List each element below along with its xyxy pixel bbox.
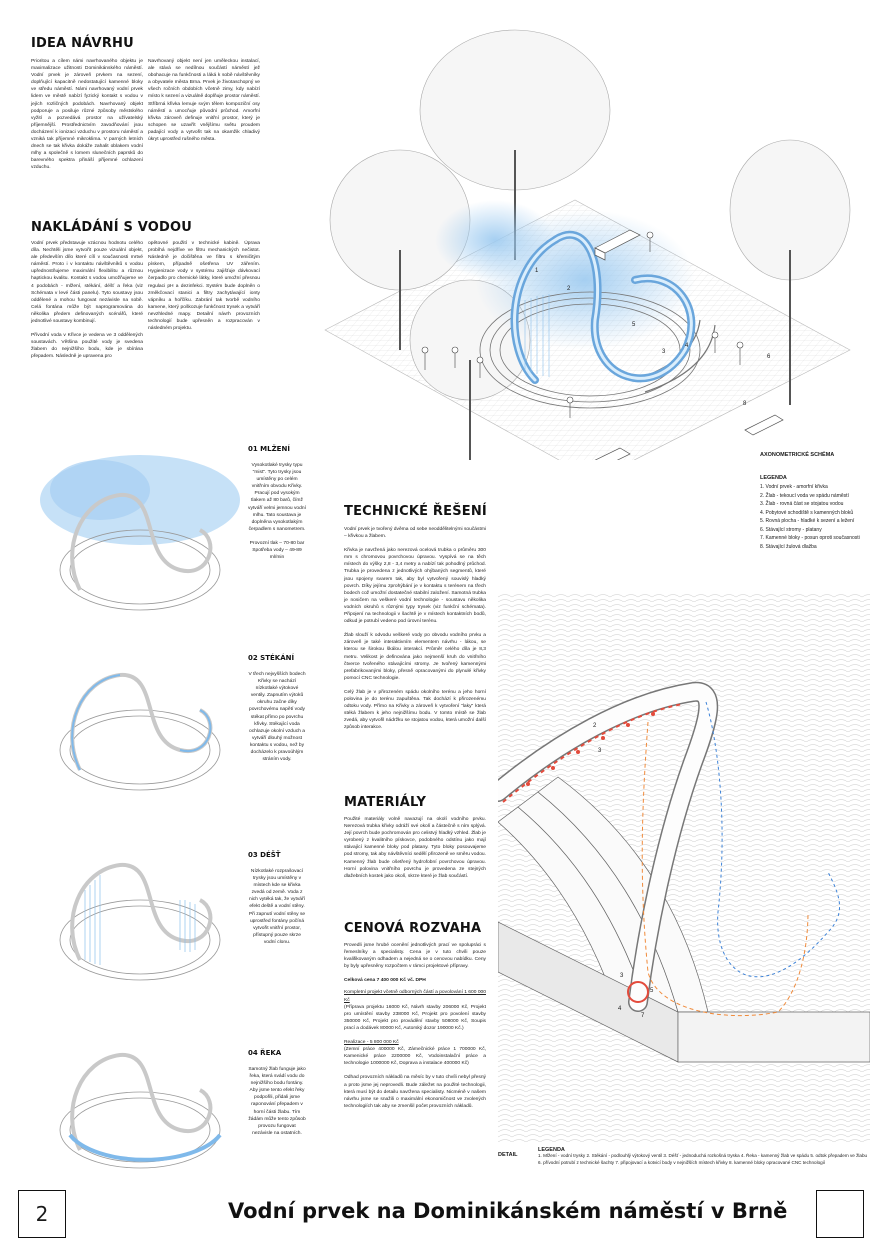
scheme-mist-text: Vysokotlaké trysky typu "mist". Tyto trysky jsou umístěny po celém vnitřním obvodu Křivky. Pracují pod vysokým tlakem až 80 barů, čímž vytváří velmi jemnou vodní mlhu. Tato soustava je doplněna vysokotlakým čerpadlem s nanometrem. xyxy=(248,463,306,532)
section-title-idea: IDEA NÁVRHU xyxy=(31,36,134,51)
cost-part2-heading: Realizace - 5 800 000 Kč xyxy=(344,1040,399,1046)
scheme-flow-title: 02 STÉKÁNÍ xyxy=(248,654,295,662)
page-title: Vodní prvek na Dominikánském náměstí v Brně xyxy=(228,1199,788,1223)
technical-p3: Žlab slouží k odvodu veškeré vody po obvodu vodního prvku a zároveň je také interaktivním elementem návrhu - lákou, se kterou se širokou škálou interakcí. Průměr celého díla je 8,3 metru. Velikost je definována jako nejmenší kruh do vnitřního čtverce tvořeného stávajícími stromy. Je tvořený kamennými prefabrikovanými bloky, přesně opracovanými do plynulé křivky pomocí CNC technologie. xyxy=(344,633,486,681)
scheme-river-drawing xyxy=(30,1030,240,1180)
legend-item: 4. Pobytové schodiště s kamenných bloků xyxy=(760,509,854,516)
svg-text:3: 3 xyxy=(662,349,666,355)
detail-legend xyxy=(538,1147,868,1166)
svg-text:6: 6 xyxy=(767,354,771,360)
detail-legend-text: 1. Mlžení - vodní trysky 2. Stékání - podlouhlý výtokový ventil 3. Déšť - jednoduchá rozkošná tryska 4. Řeka - kamenný žlab ve spádu 5. odtok přepadem ve žlabu 6. přívodní potrubí z technické šachty 7. připojovací a kotvicí body v nejnižších místech křivky 8. kamenné bloky opracované CNC technologií xyxy=(538,1153,868,1165)
scheme-river-title: 04 ŘEKA xyxy=(248,1049,282,1057)
idea-text-col2: Navrhovaný objekt není jen uměleckou instalací, ale stává se nedílnou součástí náměstí jež obohacuje na funkčnosti a láká k sobě návštěvníky a obyvatele města Brna. Prvek je životaschopný ve všech ročních obdobích včetně zimy, kdy nabízí místo k sezení a vizuálně doplňuje prostor náměstí. Stříbrná křivka lemuje svým tělem kompoziční osy náměstí a umocňuje původní průchod. Amorfní křivka zároveň definuje vnitřní prostor, který je schopen se uzavřít vnějšímu světu proudem padající vody a vytvořit tak na okamžik chladivý úkryt uprostřed rušného města. xyxy=(148,59,260,143)
scheme-rain-drawing xyxy=(30,830,240,1000)
detail-label: DETAIL xyxy=(498,1152,518,1158)
axonometric-drawing xyxy=(305,20,880,460)
legend-item: 3. Žlab - rovná část se stojatou vodou xyxy=(760,501,844,507)
empty-box xyxy=(816,1190,864,1238)
section-title-materials: MATERIÁLY xyxy=(344,795,427,810)
technical-p2: Křivka je navržená jako nerezová ocelová trubka o průměru 300 mm s chromovou povrchovou úpravou. Vyspívá se na těch místech do výšky 2,8 - 3,4 metry a nabízí tak pohodlný průchod. Trubka je provedena z jednotlivých ohýbaných segmentů, které jsou spojeny svarem tak, aby byl vytvořený souvislý hladký povrch. Díky jejímu zprohýbání je v kontaktu s terénem na třech bodech což umožní dostatečné stabilní založení. Samotná trubka je nosičem na veškeré vodní technologie - soustavu několika vodních okruhů s různými typy trysek (viz funkční schémata). Připojení na technologii v šachtě je v místech kontaktních bodů, odkud je potrubí vedeno pod úrovní terénu. xyxy=(344,548,486,625)
scheme-mist-title: 01 MLŽENÍ xyxy=(248,445,290,453)
axonometry-legend-title: LEGENDA xyxy=(760,475,787,481)
svg-text:2: 2 xyxy=(567,286,571,292)
scheme-rain xyxy=(248,851,306,946)
svg-text:7: 7 xyxy=(641,1013,645,1019)
section-title-technical: TECHNICKÉ ŘEŠENÍ xyxy=(344,504,487,519)
legend-item: 1. Vodní prvek - amorfní křivka xyxy=(760,484,828,490)
cost-text xyxy=(344,942,486,1117)
technical-p1: Vodní prvek je tvořený dvěma od sebe neoddělitelnými součástmi – křivkou a žlabem. xyxy=(344,527,486,540)
scheme-mist-extra: Provozní tlak – 70-80 bar Spotřeba vody – 49-89 ml/min xyxy=(249,540,305,561)
svg-text:1: 1 xyxy=(535,268,539,274)
cost-part1-text: (Příprava projektu 16000 Kč, Návrh stavby 206000 Kč, Projekt pro umístění stavby 238000 Kč, Projekt pro povolení stavby 350000 Kč, Projekt pro provádění stavby 508000 Kč, Soupis prací a dodávek 80000 Kč, Autorský dozor 190000 Kč.) xyxy=(344,1004,486,1031)
svg-text:5: 5 xyxy=(632,322,636,328)
water-text-col1-p2: Přívodní voda v Křivce je vedena ve 3 oddělených soustavách. Většina použité vody je svedena žlabem do nejnižšího bodu, kde je sbírána přepadem. Následně je upravena pro xyxy=(31,333,143,360)
scheme-river xyxy=(248,1049,306,1137)
water-text-col1 xyxy=(31,240,143,368)
svg-text:4: 4 xyxy=(618,1006,622,1012)
detail-drawing xyxy=(498,592,870,1142)
cost-part2-text: (Zemní práce 400000 Kč, Zámečnické práce 1 700000 Kč, Kamenické práce 2200000 Kč, Vodoinstalační práce a technologie 1000000 Kč, Doprava a instalace 400000 Kč) xyxy=(344,1047,486,1067)
page-number: 2 xyxy=(18,1190,66,1238)
technical-text xyxy=(344,526,486,738)
svg-text:5: 5 xyxy=(650,988,654,994)
section-title-water: NAKLÁDÁNÍ S VODOU xyxy=(31,220,193,235)
svg-text:3: 3 xyxy=(620,973,624,979)
scheme-mist-drawing xyxy=(30,440,240,630)
axonometry-legend xyxy=(760,452,870,551)
cost-closing: Odhad provozních nákladů na měsíc by v tuto chvíli nebyl přesný a proto jsme jej neprovedli. Bude záležet na použité technologii, která musí být do detailu navržena specialisty. Nicméně v našem návrhu jsme se snažili o maximální ekonomičnost ve zvolených technologiích tak aby se zmenšil počet provozních nákladů. xyxy=(344,1075,486,1109)
legend-item: 7. Kamenné bloky - posun oproti současnosti xyxy=(760,535,860,541)
scheme-mist xyxy=(248,445,306,561)
scheme-flow xyxy=(248,654,306,763)
svg-text:8: 8 xyxy=(743,401,747,407)
scheme-flow-text: V třech nejvyšších bodech Křivky se nachází nízkotlaké výtokové ventily. Zapnutím výtoků okruhu začne díky povrchovému napětí vody stékat přímo po povrchu křivky. Stékající voda ochlazuje okolní vzduch a vytváří dlouhý možnost kontaktu s vodou, než by docházelo k pravoúhlým stráním vody. xyxy=(248,672,306,763)
legend-item: 2. Žlab - tekoucí voda ve spádu náměstí xyxy=(760,492,849,499)
water-text-col1-p1: Vodní prvek představuje vzácnou hodnotu celého díla. Nechtěli jsme vytvořit pouze vizuální objekt, ale především dílo které cílí v současnosti mrtvé náměstí. Proto i v kontaktu návštěvníků s vodou upřednostňujeme maximální flexibilitu a různou haptickou kvalitu. Kontakt s vodou umožňujeme ve 4 podobách - mlžení, stékání, déšť a řeka (viz Schémata v levé části panelu). Tyto soustavy jsou oddělené a mohou fungovat nezávisle na sobě. Celá fontána může být naprogramována do několika předem definovaných scénářů, které jednotlivé soustavy kombinují. xyxy=(31,241,143,325)
svg-text:2: 2 xyxy=(593,723,597,729)
scheme-flow-drawing xyxy=(30,640,240,810)
detail-legend-title: LEGENDA xyxy=(538,1147,565,1153)
svg-text:3: 3 xyxy=(598,748,602,754)
idea-text-col1: Prioritou a cílem námi navrhovaného objektu je maximalizace užitnosti Dominikánského náměstí. Vodní prvek je zároveň prvkem na sezení, doplňující kapacitně nedostatující kamenné bloky ve středu náměstí. Námi navrhovaný vodní prvek lidem ve městě nabízí fyzický kontakt s vodou v jejích rozličných podobách. Navrhovaný objekt podporuje a posiluje různé způsoby městského vyžití a pozvedává prostor na užívatelský příjemnější. Prostřednictvím zavodňování jsou docházení k ionizaci vzduchu v prostoru náměstí a vzniká tak příjemné mikroklima. V parných letních dnech se tak křivka dokáže zahalit oblakem vodní mlhy a společně s lomem slunečních paprsků do barevného spektra přináší příjemné ochlazení vzduchu. xyxy=(31,59,143,171)
axonometry-title: AXONOMETRICKÉ SCHÉMA xyxy=(760,452,835,458)
scheme-rain-text: Nízkotlaké rozprašovací trysky jsou umístěny v místech kde se křivka zvedá od země. Voda z nich vytéká tak, že vytváří efekt deště a vodní stěny. Při zapnutí vodní stěny se uprostřed fontány počíná vytvořit vnitřní prostor, přístupný pouze skrze vodní clonu. xyxy=(248,869,306,945)
water-text-col2: opětovné použití v technické kabině. Úprava probíhá nejdříve ve filtru mechanických nečistot. Následně je dočištěna ve filtru s křemičitým pískem, případně ošetřena UV zářením. Hygienizace vody v systému zajišťuje dávkovací čerpadlo pro chemické látky, které umožní přesnou regulaci pH a dezinfekci. Systém bude doplněn o změkčovací stanici a filtry zachytávající ionty vápníku a hořčíku. Zabrání tak tvorbě vodního kamene, který poškozuje funkčnost trysek a vytváří nevzhledné mapy. Detailní návrh provozních technologií bude upřesněn a rozpracován v následném projektu. xyxy=(148,241,260,332)
technical-p4: Celý žlab je v přirozeném spádu okolního terénu a jeho horní polovina je do terénu zapuštěna. Tak dochází k přirozenému odtoku vody. Přímo na Křivky a zároveň k vytvoření "laky" která stéká žlabem k jeho nejnižšímu bodu. V tomto místě se žlab zvedá, aby vytvořil nádržku se stojatou vodou, která umožní další způsob interakce. xyxy=(344,689,486,731)
legend-item: 8. Stávající žulová dlažba xyxy=(760,543,817,550)
section-title-cost: CENOVÁ ROZVAHA xyxy=(344,921,482,936)
legend-item: 5. Rovná plocha - hladké k sezení a ležení xyxy=(760,518,855,524)
cost-total: Celková cena 7 400 000 Kč vč. DPH xyxy=(344,978,426,984)
cost-intro: Provedli jsme hrubé ocenění jednotlivých prací ve spolupráci s řemeslníky a specialisty. Cena je v tuto chvíli pouze kvalifikovaným odhadem a nejedná se o cenovou nabídku. Ceny by byly upřesněny rozpočtem v rámci projektové přípravy. xyxy=(344,943,486,970)
legend-item: 6. Stávající stromy - platany xyxy=(760,526,822,533)
scheme-river-text: Samotný žlab funguje jako řeka, která svádí vodu do nejnižšího bodu fontány. Aby jsme tento efekt řeky podpořili, přidali jsme raponování přepadem v horní části žlabu. Tím žádám může tento způsob provozu fungovat nezávisle na ostatních. xyxy=(248,1067,306,1136)
cost-part1-heading: Kompletní projekt včetně odborných částí a povolování 1 600 000 Kč xyxy=(344,990,486,1003)
svg-text:4: 4 xyxy=(685,343,689,349)
materials-text: Použité materiály volně navazují na okolí vodního prvku. Nerezová trubka křivky odráží své okolí a částečně s ním splývá. Její povrch bude pochromován pro celistvý hladký vzhled. Žlab je vyrobený z kvalitního pískovce, podobného odstínu jako mají stávající kamenné bloky pod platany. Tyto bloky posouvajeme pod stromy, tak aby návštěvníci sedělí přirozeně ve směru vodou. Kamenný žlab bude ošetřený hydrofobní povrchovou úpravou. Horní polovina vnitřního povrchu je provedena ze stejných dlažebních kostek jako okolí, skrze které je žlab součástí. xyxy=(344,817,486,879)
scheme-rain-title: 03 DÉŠŤ xyxy=(248,851,281,859)
